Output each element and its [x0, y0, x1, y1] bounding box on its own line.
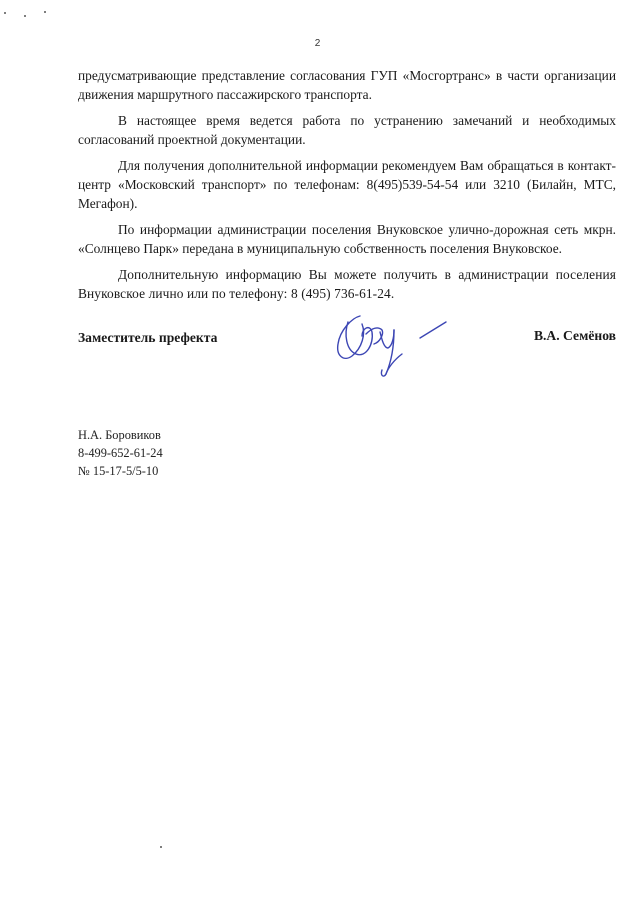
paragraph-5: Дополнительную информацию Вы можете получить в администрации поселения Внуковское лично или по телефону: 8 (495) 736-61-24. — [78, 267, 616, 301]
executor-info — [78, 426, 163, 480]
letter-body — [78, 66, 616, 310]
executor-name: Н.А. Боровиков — [78, 428, 161, 442]
page-number: 2 — [314, 38, 321, 49]
paragraph-4: По информации администрации поселения Внуковское улично-дорожная сеть мкрн. «Солнцево Парк» передана в муниципальную собственность поселения Внуковское. — [78, 222, 616, 256]
paragraph-2: В настоящее время ведется работа по устранению замечаний и необходимых согласований проектной документации. — [78, 113, 616, 147]
scan-speck — [160, 846, 162, 848]
signatory-title: Заместитель префекта — [78, 330, 218, 345]
paragraph-1: предусматривающие представление согласования ГУП «Мосгортранс» в части организации движения маршрутного пассажирского транспорта. — [78, 68, 616, 102]
executor-phone: 8-499-652-61-24 — [78, 446, 163, 460]
scan-speck — [44, 11, 46, 13]
document-number: № 15-17-5/5-10 — [78, 464, 159, 478]
handwritten-signature — [322, 304, 452, 380]
scan-speck — [4, 12, 6, 14]
signatory-name: В.А. Семёнов — [533, 328, 616, 343]
paragraph-3: Для получения дополнительной информации рекомендуем Вам обращаться в контакт-центр «Московский транспорт» по телефонам: 8(495)539-54-54 или 3210 (Билайн, МТС, Мегафон). — [78, 158, 616, 211]
scan-speck — [24, 15, 26, 17]
